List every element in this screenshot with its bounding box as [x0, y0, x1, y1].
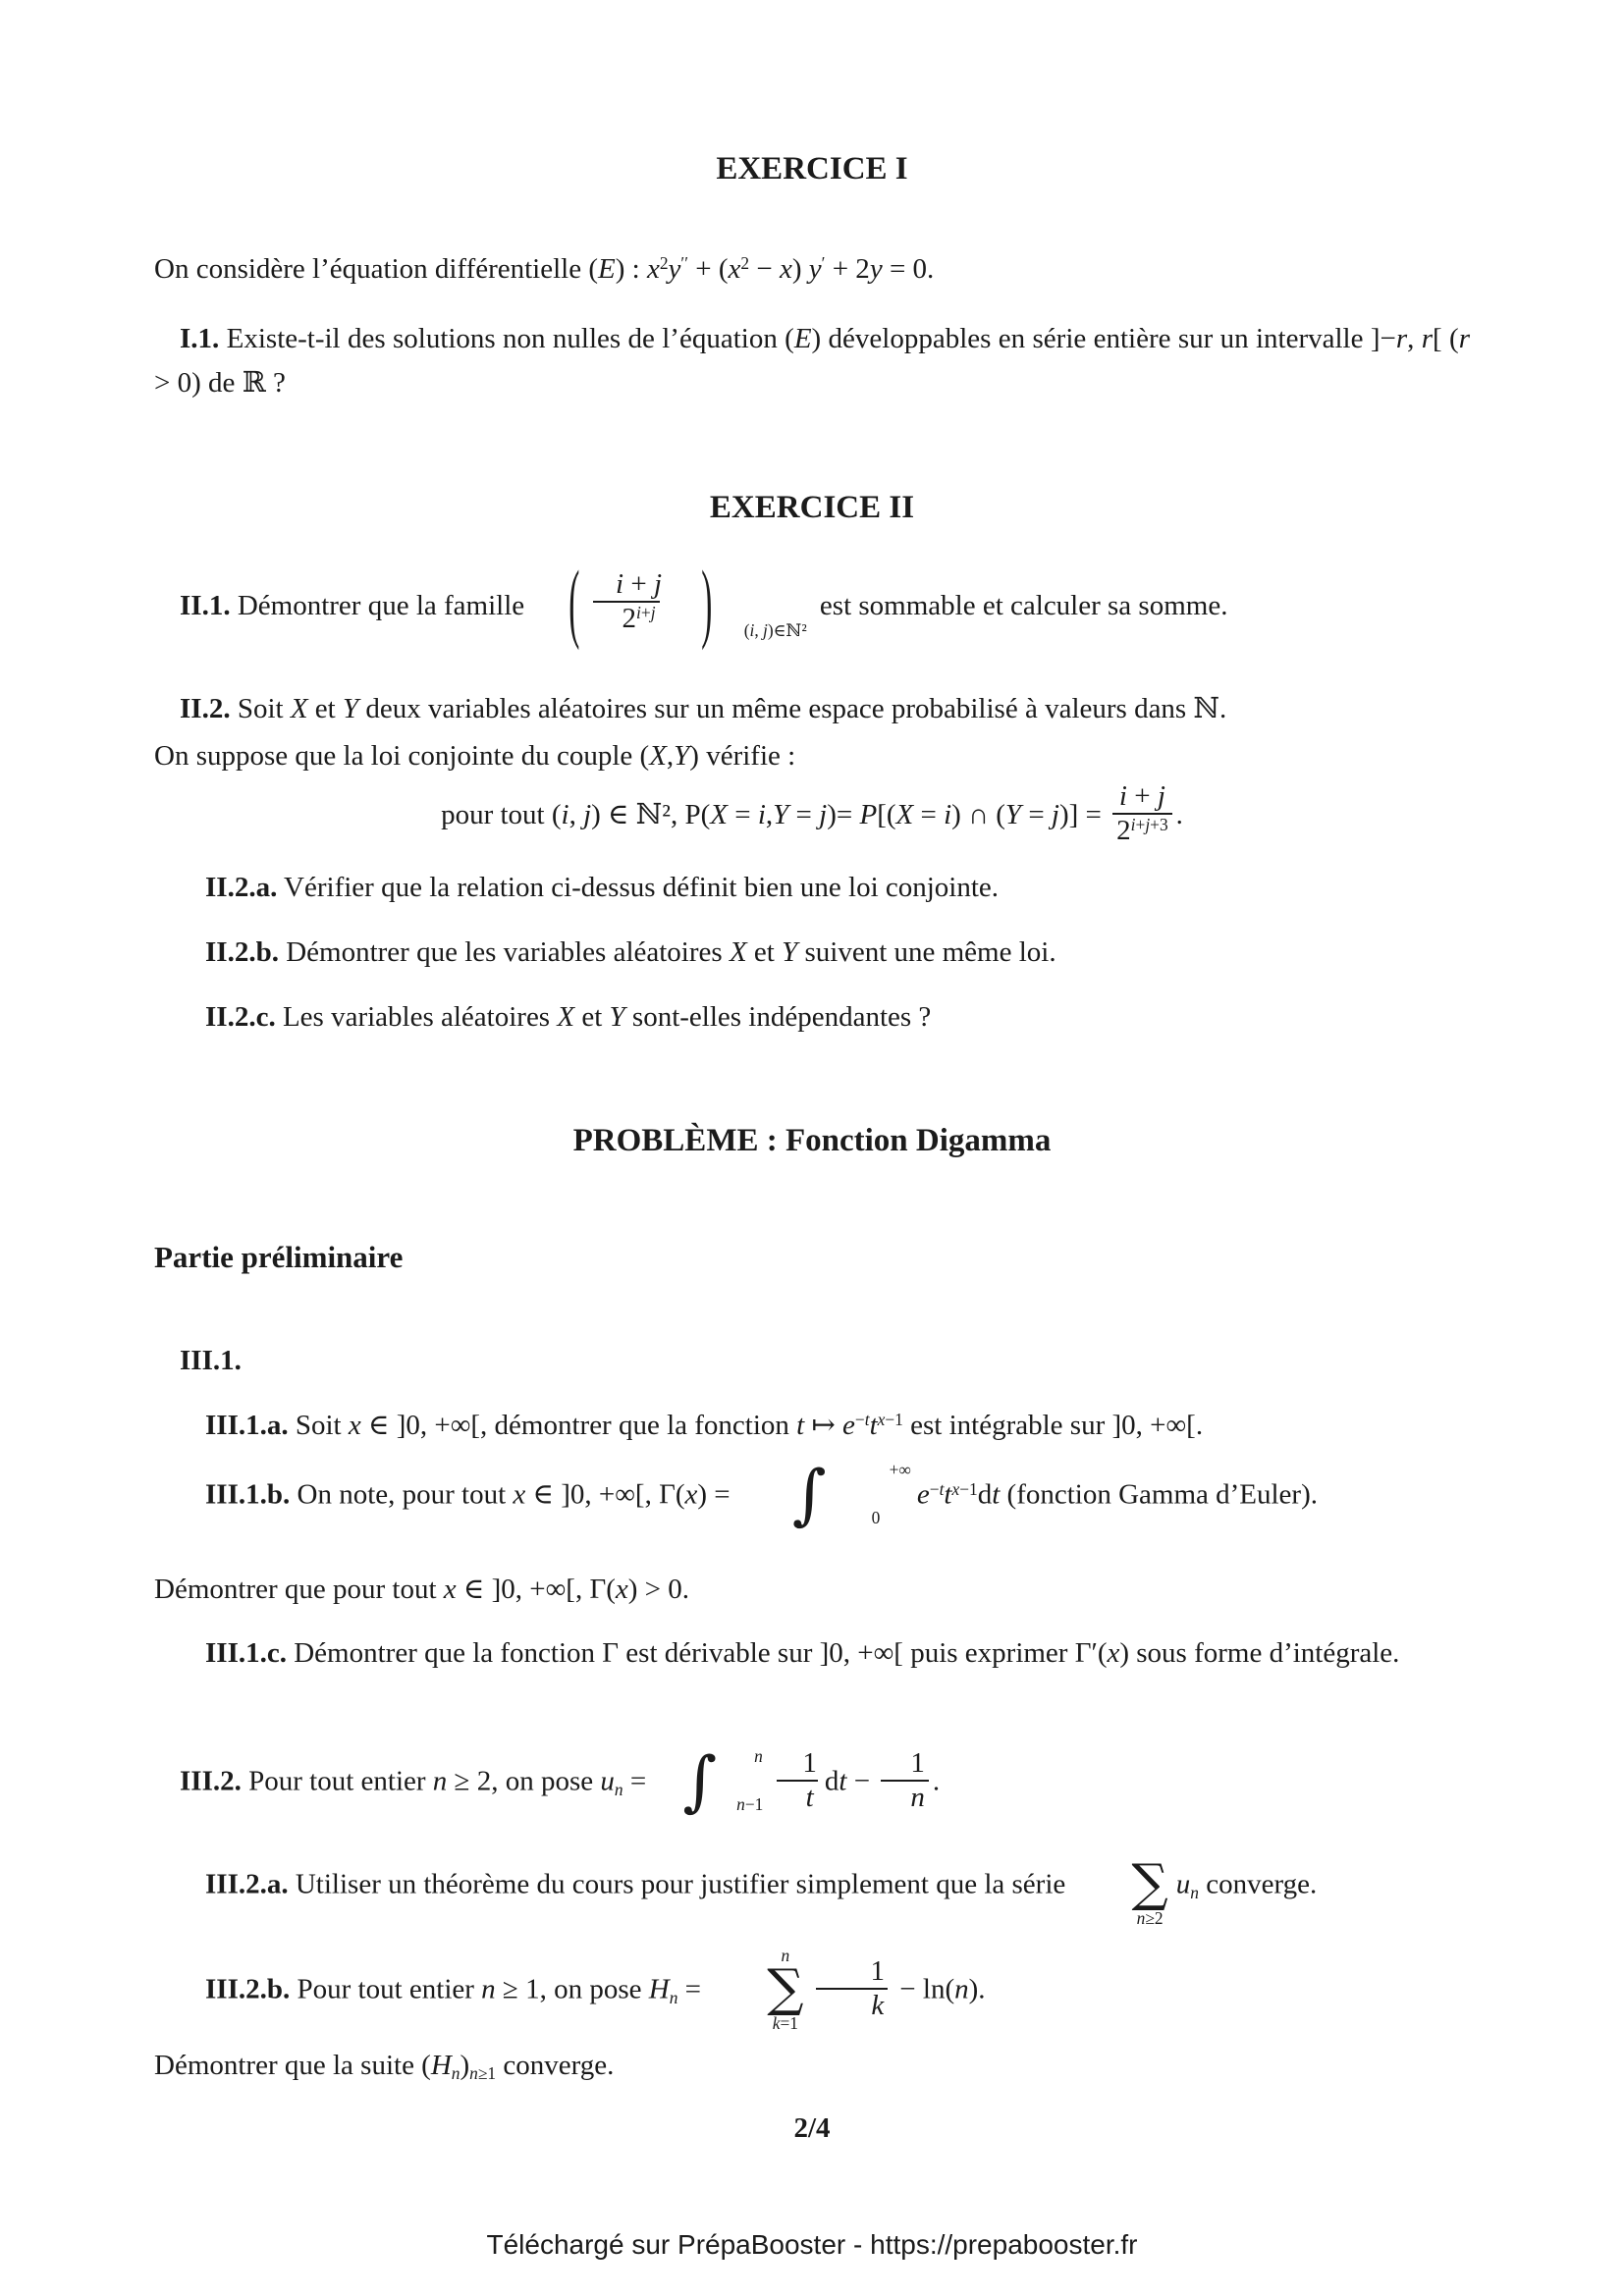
intro-paragraph: [154, 247, 1470, 292]
text-run: P: [859, 799, 878, 830]
question-ii2a: [154, 866, 1470, 910]
text-run: i: [616, 568, 624, 600]
text-run: ≥ 2, on pose: [447, 1765, 601, 1797]
text-run: −1: [959, 1478, 978, 1499]
text-run: +: [1126, 780, 1158, 812]
text-run: +: [1135, 815, 1146, 835]
text-run: 1: [802, 1746, 817, 1779]
question-iii2: [154, 1742, 1470, 1819]
text-run: e: [916, 1478, 930, 1511]
text-run: (fonction Gamma d’Euler).: [1000, 1478, 1318, 1511]
page-number: 2/4: [793, 2112, 831, 2144]
text-run: x: [513, 1478, 526, 1511]
text-run: [ (: [1433, 323, 1459, 354]
text-run: +∞: [889, 1460, 911, 1479]
text-run: r: [1395, 323, 1408, 354]
text-run: Démontrer que la famille: [230, 590, 532, 621]
right-paren-icon: ): [701, 555, 713, 653]
denominator: [816, 1988, 888, 2022]
question-iii1: [154, 1339, 1470, 1383]
text-run: .: [1175, 799, 1183, 830]
text-run: III.2.: [180, 1765, 242, 1797]
text-run: ) =: [697, 1478, 737, 1511]
text-run: ) sous forme d’intégrale.: [1119, 1637, 1400, 1669]
text-run: u: [1175, 1868, 1191, 1900]
text-run: j: [1051, 799, 1059, 830]
sigma-icon: ∑: [767, 1959, 804, 2019]
text-run: Partie préliminaire: [154, 1240, 404, 1274]
text-run: x: [615, 1574, 628, 1605]
text-run: n: [481, 1973, 496, 2005]
text-run: ,: [1407, 323, 1422, 354]
text-run: X: [729, 936, 747, 968]
text-run: k: [871, 1989, 885, 2021]
text-run: t: [864, 1409, 870, 1429]
numerator: [586, 568, 666, 601]
sigma-icon: ∑: [1131, 1854, 1168, 1914]
text-run: n: [469, 2063, 478, 2084]
text-run: =: [913, 799, 945, 830]
text-run: d: [824, 1765, 839, 1797]
numerator: [881, 1747, 929, 1780]
text-run: n: [432, 1765, 448, 1797]
text-run: E: [793, 323, 812, 354]
text-run: I.1.: [180, 323, 220, 354]
numerator: [1115, 780, 1169, 813]
text-run: i: [636, 603, 641, 623]
text-run: X: [895, 799, 914, 830]
text-run: i: [944, 799, 952, 830]
question-iii1b-followup: [154, 1568, 1470, 1612]
exercice-2-title: [154, 486, 1470, 530]
text-run: n: [1136, 1907, 1146, 1928]
text-run: t: [805, 1782, 814, 1814]
sum-lower-limit: [1086, 1909, 1164, 1928]
text-run: et: [746, 936, 783, 968]
text-run: ≥1: [477, 2063, 497, 2084]
text-run: =: [788, 799, 820, 830]
text-run: r: [1458, 323, 1471, 354]
text-run: t: [796, 1410, 805, 1441]
text-run: n: [910, 1782, 925, 1814]
text-run: =: [1021, 799, 1052, 830]
text-run: − ln(: [893, 1973, 955, 2005]
text-run: converge.: [1198, 1868, 1318, 1900]
text-run: ≥ 1, on pose: [495, 1973, 649, 2005]
exercice-1-title: [154, 147, 1470, 191]
integral-lower-limit: [711, 1793, 764, 1814]
text-run: III.1.b.: [205, 1478, 291, 1511]
integral-upper-limit: [839, 1462, 911, 1478]
text-run: −1: [885, 1409, 903, 1429]
text-run: Soit: [288, 1410, 349, 1441]
text-run: ) vérifie :: [689, 740, 796, 772]
fraction: [816, 1955, 890, 2023]
text-run: ′: [821, 252, 826, 273]
text-run: )∈ℕ²: [767, 619, 807, 640]
text-run: j: [1145, 815, 1151, 835]
text-run: ∈ ]0, +∞[, Γ(: [456, 1574, 616, 1605]
text-run: Les variables aléatoires: [275, 1001, 558, 1033]
text-run: Y: [1004, 799, 1022, 830]
text-run: 1: [870, 1954, 886, 1987]
text-run: .: [932, 1765, 941, 1797]
text-run: n: [451, 2063, 460, 2084]
fraction: [881, 1747, 929, 1815]
text-run: ): [460, 2050, 470, 2081]
left-paren-icon: (: [568, 555, 580, 653]
text-run: sont-elles indépendantes ?: [624, 1001, 932, 1033]
text-run: x: [728, 253, 741, 285]
text-run: Y: [773, 799, 789, 830]
text-run: x: [443, 1574, 457, 1605]
text-run: t: [939, 1478, 945, 1499]
text-run: )] =: [1058, 799, 1110, 830]
sum-lower-limit: [722, 2014, 798, 2033]
text-run: t: [839, 1765, 847, 1797]
text-run: k: [772, 2012, 781, 2033]
text-run: ) :: [615, 253, 647, 285]
text-run: ) > 0.: [627, 1574, 690, 1605]
text-run: X: [649, 740, 667, 772]
paren-content: [582, 568, 670, 639]
fraction: [1112, 780, 1172, 848]
text-run: 2: [1116, 815, 1131, 847]
text-run: j: [763, 619, 768, 640]
hypothesis-line: [154, 734, 1470, 778]
denominator: [593, 601, 660, 635]
text-run: ∈ ]0, +∞[, Γ(: [525, 1478, 685, 1511]
question-iii1b: [154, 1456, 1470, 1532]
partie-preliminaire-heading: [154, 1235, 1470, 1279]
text-run: > 0) de ℝ ?: [154, 367, 286, 399]
text-run: n: [781, 1946, 790, 1965]
download-credit: Téléchargé sur PrépaBooster - https://prepabooster.fr: [486, 2229, 1138, 2260]
text-run: Démontrer que la suite (: [154, 2050, 431, 2081]
text-run: t: [992, 1478, 1001, 1511]
joint-law-formula: [154, 780, 1470, 851]
text-run: ,: [568, 799, 584, 830]
text-run: Existe-t-il des solutions non nulles de l’équation (: [219, 323, 794, 354]
text-run: suivent une même loi.: [797, 936, 1056, 968]
question-iii2b: [154, 1946, 1470, 2035]
text-run: est sommable et calculer sa somme.: [812, 590, 1228, 621]
text-run: n: [754, 1746, 763, 1766]
question-ii2: [154, 687, 1470, 731]
text-run: Démontrer que pour tout: [154, 1574, 444, 1605]
text-run: n: [1190, 1882, 1199, 1902]
text-run: On note, pour tout: [290, 1478, 514, 1511]
text-run: i: [749, 619, 755, 640]
integral-lower-limit: [821, 1507, 911, 1527]
text-run: ′′: [680, 252, 689, 273]
text-run: III.2.a.: [205, 1868, 289, 1900]
text-run: ): [791, 253, 809, 285]
question-iii1c: [154, 1631, 1470, 1676]
text-run: −: [749, 253, 780, 285]
text-run: n: [669, 1987, 678, 2007]
text-run: =: [677, 1973, 709, 2005]
text-run: On considère l’équation différentielle (: [154, 253, 599, 285]
text-run: Y: [609, 1001, 625, 1033]
text-run: +3: [1150, 815, 1168, 835]
text-run: y: [869, 253, 883, 285]
text-run: III.1.a.: [205, 1410, 289, 1441]
text-run: j: [1157, 780, 1165, 812]
text-run: II.2.b.: [205, 936, 279, 968]
text-run: y: [668, 253, 681, 285]
text-run: i: [1130, 815, 1136, 835]
text-run: Y: [342, 693, 359, 724]
text-run: Vérifier que la relation ci-dessus définit bien une loi conjointe.: [277, 872, 1000, 903]
parenthesized-group: [537, 555, 807, 653]
text-run: Y: [782, 936, 798, 968]
text-run: =: [727, 799, 758, 830]
text-run: H: [430, 2050, 452, 2081]
text-run: (: [743, 619, 750, 640]
text-run: n: [954, 1973, 969, 2005]
text-run: est intégrable sur ]0, +∞[.: [902, 1410, 1204, 1441]
text-run: i: [1118, 780, 1127, 812]
text-run: +: [640, 603, 651, 623]
text-run: et: [574, 1001, 610, 1033]
text-run: EXERCICE II: [709, 490, 915, 525]
paren-subscript: [719, 609, 807, 653]
text-run: −: [929, 1478, 940, 1499]
question-ii2b: [154, 931, 1470, 975]
text-run: −: [846, 1765, 878, 1797]
text-run: j: [583, 799, 592, 830]
text-run: = 0.: [882, 253, 935, 285]
text-run: ) développables en série entière sur un intervalle ]−: [811, 323, 1396, 354]
text-run: j: [650, 603, 656, 623]
text-run: x: [951, 1478, 960, 1499]
text-run: ,: [754, 619, 764, 640]
text-run: =: [623, 1765, 654, 1797]
text-run: II.2.: [180, 693, 231, 724]
text-run: =1: [780, 2012, 799, 2033]
text-run: i: [561, 799, 569, 830]
text-run: x: [779, 253, 792, 285]
probleme-title: [154, 1119, 1470, 1163]
text-run: ).: [968, 1973, 986, 2005]
text-run: PROBLÈME : Fonction Digamma: [572, 1123, 1052, 1158]
integral: [741, 1456, 911, 1532]
denominator: [881, 1780, 929, 1814]
text-run: H: [648, 1973, 670, 2005]
question-iii2b-followup: [154, 2044, 1470, 2088]
text-run: X: [710, 799, 728, 830]
text-run: Démontrer que les variables aléatoires: [278, 936, 730, 968]
text-run: Utiliser un théorème du cours pour justifier simplement que la série: [288, 1868, 1073, 1900]
text-run: ≥2: [1145, 1907, 1164, 1928]
text-run: n: [614, 1779, 623, 1799]
numerator: [816, 1955, 890, 1988]
text-run: ↦: [804, 1410, 843, 1441]
fraction: [586, 568, 666, 636]
text-run: ∈ ]0, +∞[, démontrer que la fonction: [360, 1410, 797, 1441]
text-run: + (: [688, 253, 729, 285]
question-ii1: [154, 555, 1470, 653]
text-run: t: [944, 1478, 952, 1511]
text-run: II.2.c.: [205, 1001, 276, 1033]
text-run: ,: [666, 740, 675, 772]
text-run: r: [1421, 323, 1434, 354]
text-run: E: [598, 253, 616, 285]
text-run: et: [307, 693, 343, 724]
text-run: + 2: [825, 253, 870, 285]
text-run: X: [290, 693, 308, 724]
text-run: d: [977, 1478, 993, 1511]
text-run: n: [736, 1793, 745, 1814]
text-run: [(: [877, 799, 896, 830]
text-run: Pour tout entier: [241, 1765, 433, 1797]
text-run: j: [653, 568, 663, 600]
text-run: Y: [674, 740, 690, 772]
text-run: X: [557, 1001, 575, 1033]
text-run: i: [757, 799, 766, 830]
text-run: 1: [910, 1746, 925, 1779]
text-run: j: [819, 799, 828, 830]
denominator: [777, 1780, 818, 1814]
text-run: ) ∈ ℕ², P(: [591, 799, 711, 830]
integral-icon: ∫: [682, 1742, 718, 1819]
text-run: deux variables aléatoires sur un même espace probabilisé à valeurs dans ℕ.: [358, 693, 1227, 724]
denominator: [1112, 813, 1172, 847]
text-run: Démontrer que la fonction Γ est dérivable sur ]0, +∞[ puis exprimer Γ′(: [286, 1637, 1108, 1669]
question-iii2a: [154, 1843, 1470, 1930]
integral-limits: [719, 1746, 763, 1815]
text-run: On suppose que la loi conjointe du couple (: [154, 740, 650, 772]
text-run: x: [877, 1409, 886, 1429]
text-run: Pour tout entier: [290, 1973, 482, 2005]
text-run: 2: [659, 252, 669, 273]
question-ii2c: [154, 995, 1470, 1040]
text-run: −1: [744, 1793, 764, 1814]
text-run: converge.: [496, 2050, 615, 2081]
question-i1: [154, 317, 1470, 405]
text-run: x: [684, 1478, 698, 1511]
summation: [716, 1947, 803, 2033]
text-run: t: [869, 1410, 878, 1441]
summation: [1081, 1842, 1168, 1928]
text-run: III.1.c.: [205, 1637, 287, 1669]
text-run: −: [854, 1409, 865, 1429]
text-run: Soit: [230, 693, 291, 724]
text-run: x: [348, 1410, 361, 1441]
text-run: x: [646, 253, 660, 285]
text-run: u: [600, 1765, 615, 1797]
text-run: pour tout (: [441, 799, 562, 830]
text-run: ,: [765, 799, 774, 830]
text-run: II.1.: [180, 590, 231, 621]
text-run: ) ∩ (: [951, 799, 1005, 830]
text-run: +: [623, 568, 654, 600]
text-run: x: [1107, 1637, 1120, 1669]
text-run: III.1.: [180, 1345, 242, 1376]
text-run: 2: [740, 252, 750, 273]
integral: [657, 1742, 764, 1819]
integral-icon: ∫: [791, 1456, 827, 1532]
text-run: EXERCICE I: [716, 151, 908, 187]
fraction: [773, 1747, 821, 1815]
integral-limits: [829, 1460, 911, 1528]
text-run: )=: [827, 799, 860, 830]
text-run: III.2.b.: [205, 1973, 291, 2005]
text-run: e: [842, 1410, 855, 1441]
integral-upper-limit: [729, 1748, 763, 1765]
question-iii1a: [154, 1404, 1470, 1448]
numerator: [773, 1747, 821, 1780]
text-run: 0: [871, 1507, 881, 1527]
text-run: II.2.a.: [205, 872, 278, 903]
text-run: 2: [622, 603, 637, 635]
text-run: y: [808, 253, 822, 285]
